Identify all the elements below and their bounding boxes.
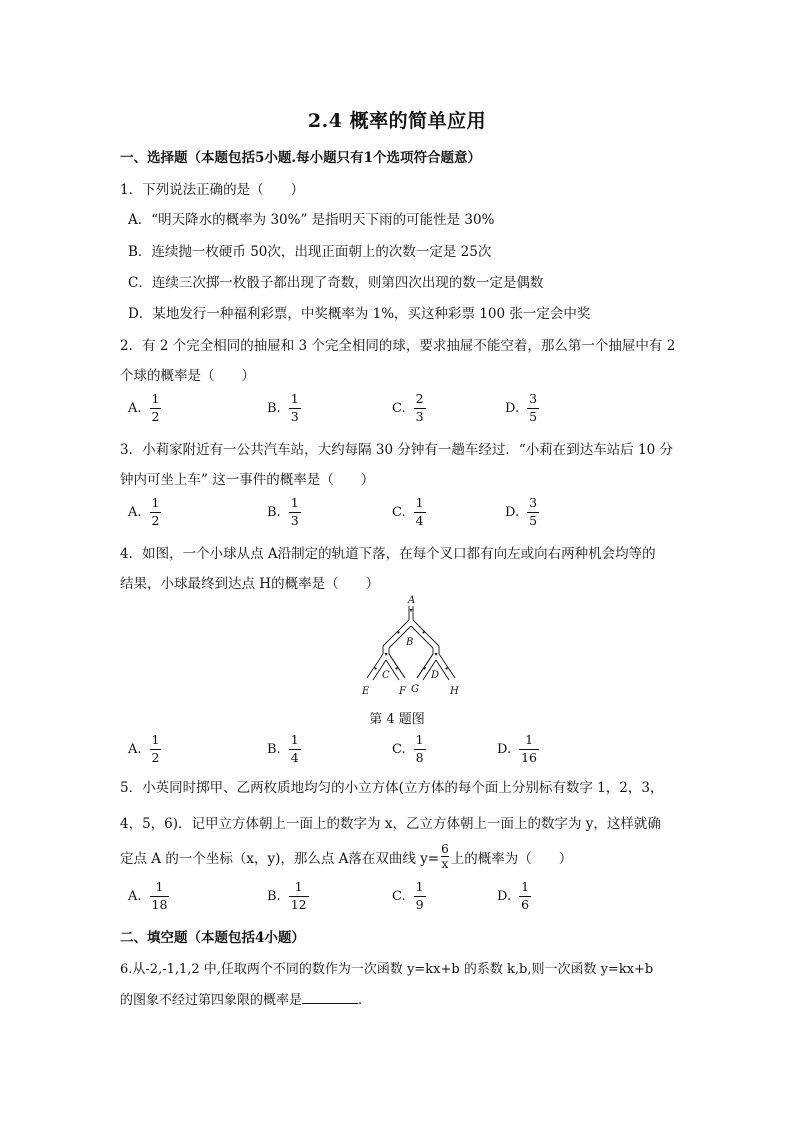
section-heading-choice: 一、选择题（本题包括5小题.每小题只有1个选项符合题意） [120, 150, 481, 166]
point-label-e: E [362, 686, 370, 697]
question-5-choice-b: B. $\frac{1}{12}$ [267, 879, 307, 912]
question-4-line-2: 结果，小球最终到达点 H的概率是（ ） [120, 576, 380, 592]
answer-blank[interactable] [302, 991, 358, 1004]
question-4-choice-d: D. $\frac{1}{16}$ [497, 732, 537, 765]
fraction: $\frac{2}{3}$ [415, 391, 424, 424]
question-4-choice-a: A. $\frac{1}{2}$ [128, 732, 160, 765]
fraction: $\frac{1}{2}$ [151, 495, 160, 528]
point-label-h: H [450, 686, 459, 697]
question-4-choice-b: B. $\frac{1}{4}$ [267, 732, 299, 765]
fraction: $\frac{1}{8}$ [415, 732, 424, 765]
fraction: $\frac{1}{4}$ [415, 495, 424, 528]
point-label-f: F [399, 686, 406, 697]
fraction: $\frac{1}{3}$ [290, 391, 299, 424]
question-4-line-1: 4．如图，一个小球从点 A沿制定的轨道下落，在每个叉口都有向左或向右两种机会均等的 [120, 546, 656, 562]
question-6-line-1: 6.从-2,-1,1,2 中,任取两个不同的数作为一次函数 y=kx+b 的系数 k,b,则一次函数 y=kx+b [120, 962, 654, 977]
question-3-choice-d: D. $\frac{3}{5}$ [505, 495, 538, 528]
fraction: $\frac{1}{6}$ [521, 879, 530, 912]
question-2-choice-b: B. $\frac{1}{3}$ [267, 391, 299, 424]
fraction: $\frac{3}{5}$ [529, 495, 538, 528]
question-5-choice-c: C. $\frac{1}{9}$ [392, 879, 424, 912]
hyperbola-fraction: $\frac{6}{x}$ [441, 842, 449, 871]
question-3-line-2: 钟内可坐上车” 这一事件的概率是（ ） [120, 472, 375, 488]
question-4-choice-c: C. $\frac{1}{8}$ [392, 732, 424, 765]
point-label-c: C [382, 670, 390, 681]
question-2-line-2: 个球的概率是（ ） [120, 368, 255, 384]
question-6-line-2: 的图象不经过第四象限的概率是 . [120, 993, 363, 1008]
question-3-choice-b: B. $\frac{1}{3}$ [267, 495, 299, 528]
figure-caption: 第 4 题图 [369, 712, 425, 727]
section-heading-fill: 二、填空题（本题包括4小题） [120, 930, 305, 946]
page-title: 2.4 概率的简单应用 [307, 110, 487, 132]
fraction: $\frac{1}{9}$ [415, 879, 424, 912]
question-1-option-b: B．连续抛一枚硬币 50次，出现正面朝上的次数一定是 25次 [128, 244, 492, 260]
question-5-line-3: 定点 A 的一个坐标（x，y)，那么点 A落在双曲线 y= $\frac{6}{x}$ 上的概率为（ ） [120, 842, 573, 871]
fraction: $\frac{3}{5}$ [529, 391, 538, 424]
fraction: $\frac{1}{16}$ [521, 732, 537, 765]
fraction: $\frac{1}{2}$ [151, 391, 160, 424]
question-5-choice-a: A. $\frac{1}{18}$ [128, 879, 168, 912]
question-2-choice-a: A. $\frac{1}{2}$ [128, 391, 160, 424]
question-1-option-d: D．某地发行一种福利彩票，中奖概率为 1%，买这种彩票 100 张一定会中奖 [128, 306, 591, 322]
question-2-line-1: 2．有 2 个完全相同的抽屉和 3 个完全相同的球，要求抽屉不能空着，那么第一个抽屉中有 2 [120, 338, 676, 354]
question-5-line-2: 4，5，6)．记甲立方体朝上一面上的数字为 x，乙立方体朝上一面上的数字为 y，这样就确 [120, 816, 661, 832]
question-3-line-1: 3．小莉家附近有一公共汽车站，大约每隔 30 分钟有一趟车经过．“小莉在到达车站后 10 分 [120, 442, 674, 458]
question-1-option-a: A．“明天降水的概率为 30%” 是指明天下雨的可能性是 30% [128, 212, 495, 228]
question-3-choice-c: C. $\frac{1}{4}$ [392, 495, 424, 528]
question-5-choice-d: D. $\frac{1}{6}$ [497, 879, 530, 912]
fraction: $\frac{1}{2}$ [151, 732, 160, 765]
question-2-choice-c: C. $\frac{2}{3}$ [392, 391, 424, 424]
fraction: $\frac{1}{18}$ [151, 879, 168, 912]
track-diagram [355, 594, 465, 702]
question-3-choice-a: A. $\frac{1}{2}$ [128, 495, 160, 528]
question-5-line-1: 5．小英同时掷甲、乙两枚质地均匀的小立方体(立方体的每个面上分别标有数字 1，2，3， [120, 780, 664, 796]
question-2-choice-d: D. $\frac{3}{5}$ [505, 391, 538, 424]
question-1-option-c: C．连续三次掷一枚骰子都出现了奇数，则第四次出现的数一定是偶数 [128, 275, 544, 291]
fraction: $\frac{1}{4}$ [290, 732, 299, 765]
question-1-stem: 1．下列说法正确的是（ ） [120, 182, 305, 198]
point-label-b: B [406, 637, 414, 648]
point-label-g: G [411, 684, 419, 695]
fraction: $\frac{1}{12}$ [290, 879, 307, 912]
point-label-a: A [408, 595, 416, 606]
fraction: $\frac{1}{3}$ [290, 495, 299, 528]
point-label-d: D [431, 670, 440, 681]
